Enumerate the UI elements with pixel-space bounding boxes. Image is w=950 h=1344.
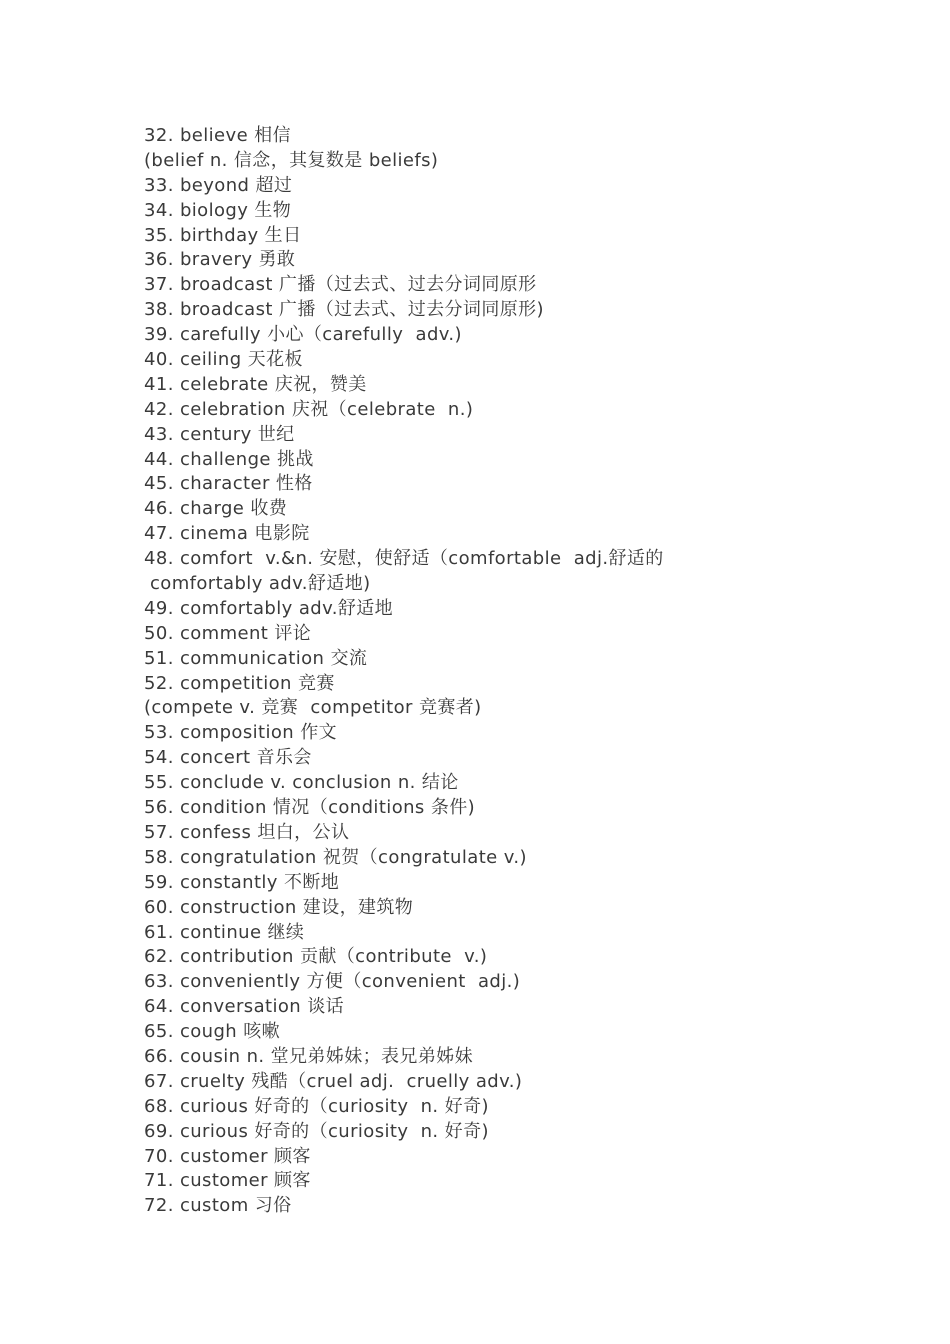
list-item: 63. conveniently 方便（convenient adj.) [144,971,521,993]
list-item: 65. cough 咳嗽 [144,1021,281,1043]
list-item: comfortably adv.舒适地) [150,573,371,595]
list-item: 43. century 世纪 [144,423,295,445]
list-item: 36. bravery 勇敢 [144,249,296,271]
list-item: 59. constantly 不断地 [144,871,340,893]
list-item: 46. charge 收费 [144,498,288,520]
list-item: 52. competition 竞赛 [144,672,335,694]
list-item: 45. character 性格 [144,473,313,495]
list-item: (belief n. 信念，其复数是 beliefs) [144,149,439,171]
list-item: 69. curious 好奇的（curiosity n. 好奇) [144,1120,489,1142]
list-item: 53. composition 作文 [144,722,338,744]
list-item: 68. curious 好奇的（curiosity n. 好奇) [144,1095,489,1117]
list-item: 51. communication 交流 [144,647,368,669]
list-item: 60. construction 建设，建筑物 [144,896,414,918]
list-item: 50. comment 评论 [144,622,312,644]
list-item: 39. carefully 小心（carefully adv.) [144,324,462,346]
list-item: 48. comfort v.&n. 安慰，使舒适（comfortable adj.舒适的 [144,548,664,570]
list-item: 32. believe 相信 [144,125,291,146]
list-item: 72. custom 习俗 [144,1195,292,1217]
list-item: 66. cousin n. 堂兄弟姊妹；表兄弟姊妹 [144,1045,474,1067]
list-item: 55. conclude v. conclusion n. 结论 [144,772,459,794]
list-item: 49. comfortably adv.舒适地 [144,597,394,619]
list-item: 37. broadcast 广播（过去式、过去分词同原形 [144,274,537,296]
list-item: 62. contribution 贡献（contribute v.) [144,946,488,968]
list-item: 61. continue 继续 [144,921,305,943]
list-item: 70. customer 顾客 [144,1145,311,1167]
list-item: 41. celebrate 庆祝，赞美 [144,373,367,395]
list-item: 71. customer 顾客 [144,1170,311,1192]
list-item: 58. congratulation 祝贺（congratulate v.) [144,846,527,868]
list-item: 42. celebration 庆祝（celebrate n.) [144,398,474,420]
list-item: 35. birthday 生日 [144,224,302,246]
list-item: 67. cruelty 残酷（cruel adj. cruelly adv.) [144,1070,523,1092]
list-item: 47. cinema 电影院 [144,523,310,545]
list-item: 34. biology 生物 [144,199,292,221]
list-item: 56. condition 情况（conditions 条件) [144,797,476,819]
list-item: 38. broadcast 广播（过去式、过去分词同原形) [144,299,544,321]
list-item: 57. confess 坦白，公认 [144,821,350,843]
list-item: 44. challenge 挑战 [144,448,314,470]
list-item: 54. concert 音乐会 [144,747,312,769]
list-item: 64. conversation 谈话 [144,996,345,1018]
list-item: 33. beyond 超过 [144,174,293,196]
list-item: 40. ceiling 天花板 [144,349,303,371]
vocabulary-list [144,124,844,1219]
list-item: (compete v. 竞赛 competitor 竞赛者) [144,697,482,719]
